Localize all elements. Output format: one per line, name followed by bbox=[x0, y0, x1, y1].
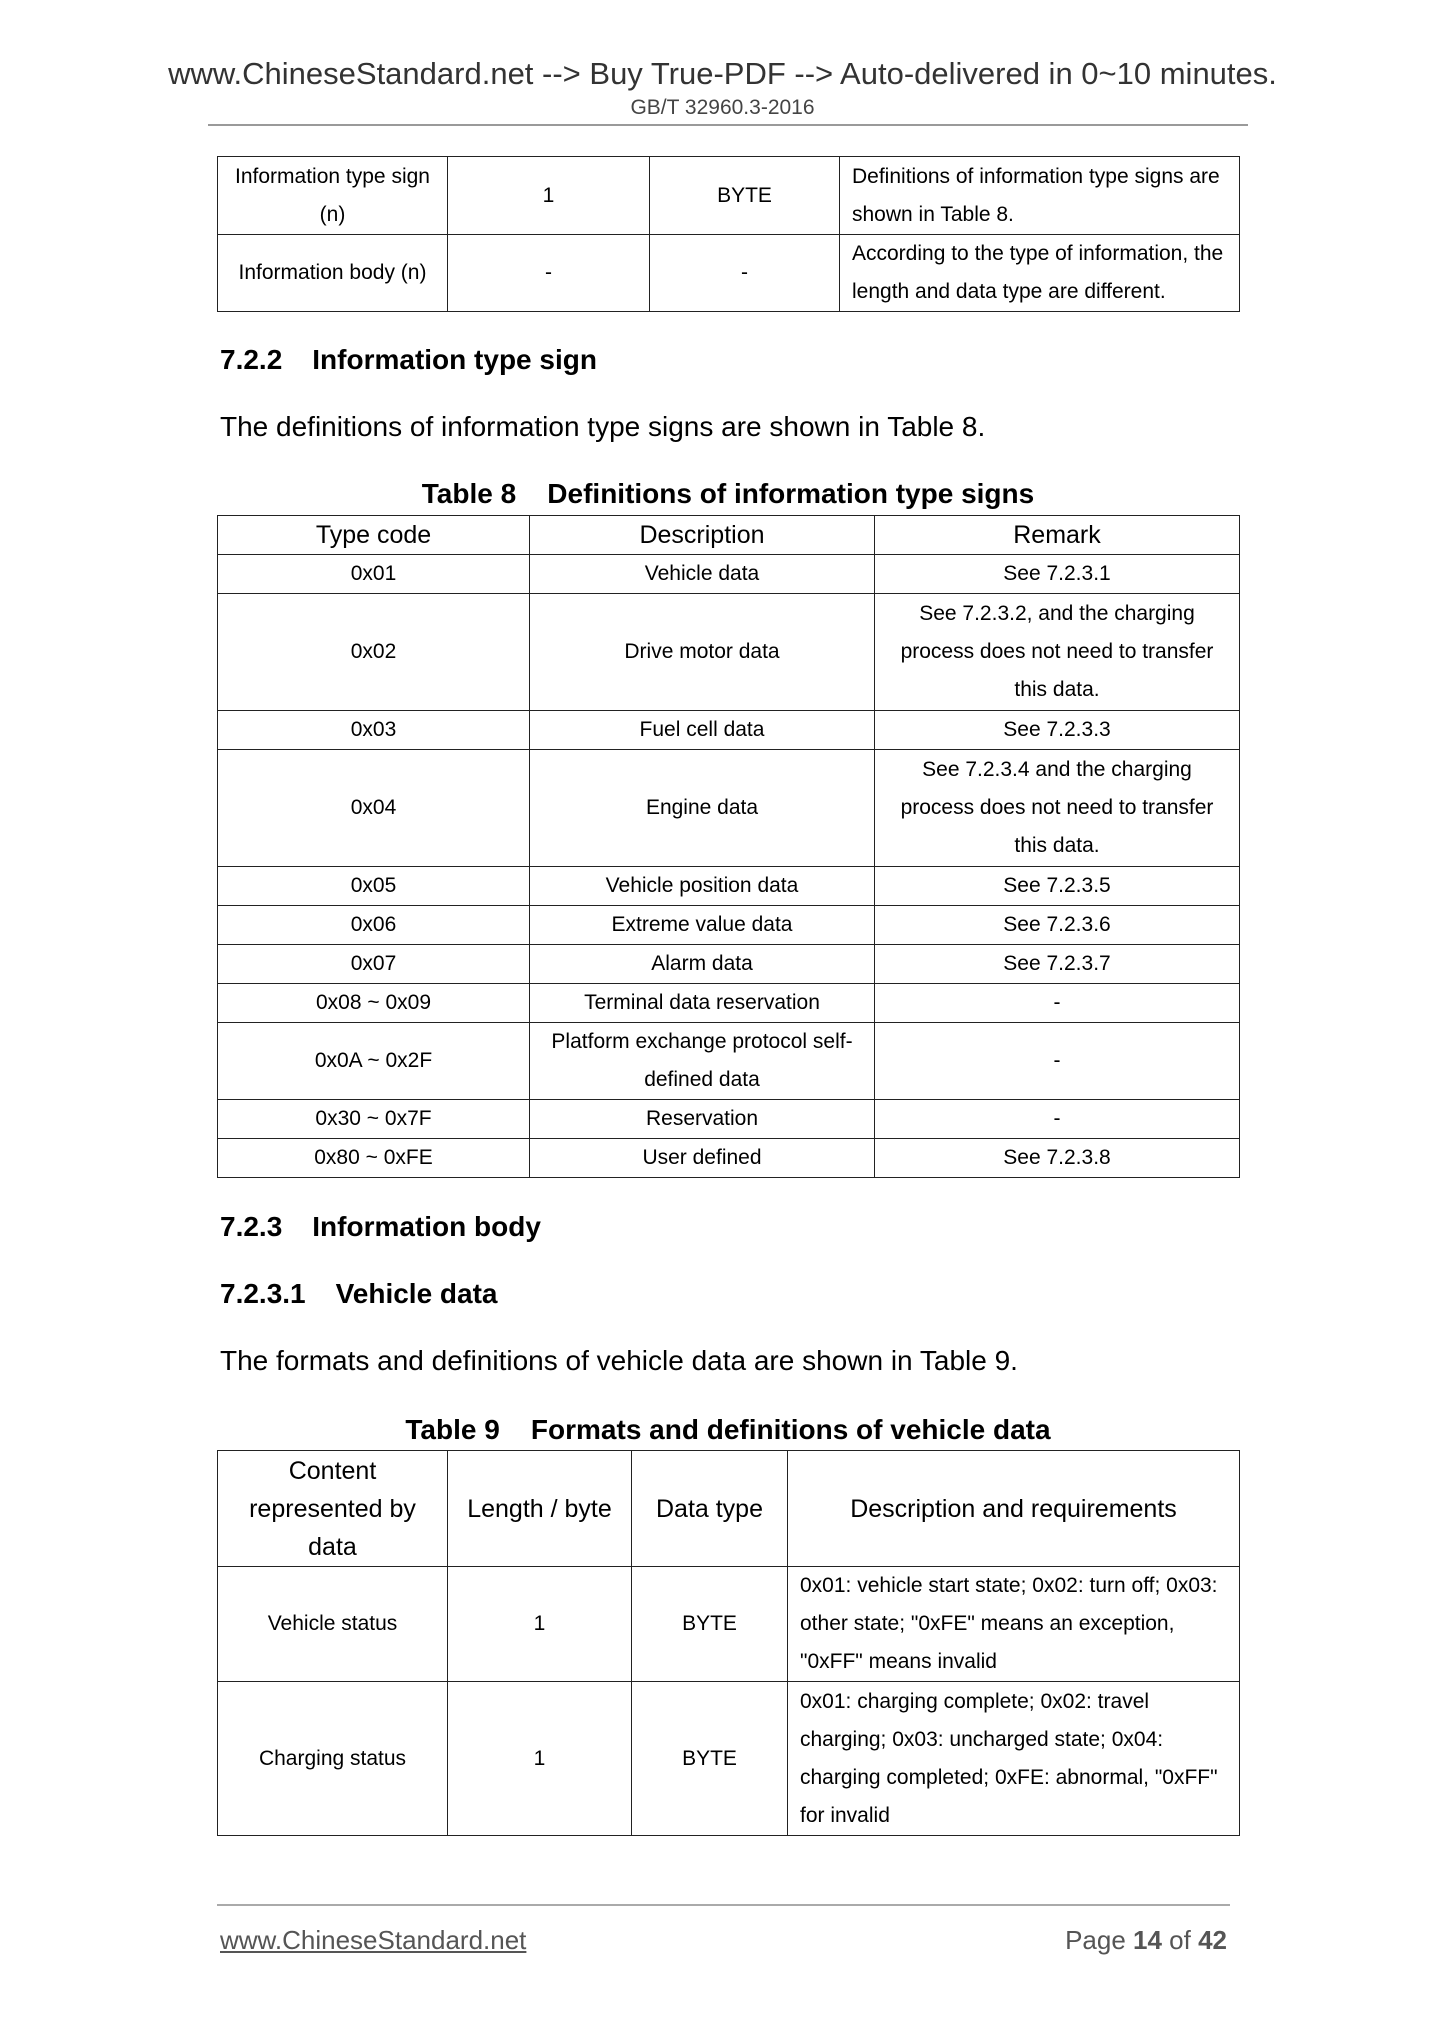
cell: Terminal data reservation bbox=[530, 984, 875, 1023]
cell: 1 bbox=[448, 1682, 632, 1836]
cell: BYTE bbox=[632, 1567, 788, 1682]
table9-caption: Table 9 Formats and definitions of vehicle data bbox=[405, 1414, 1051, 1445]
column-header: Data type bbox=[632, 1451, 788, 1567]
top-table bbox=[217, 156, 1240, 312]
section-number: 7.2.3 bbox=[220, 1211, 283, 1242]
table-row bbox=[218, 157, 1240, 235]
cell: 0x03 bbox=[218, 711, 530, 750]
cell: 0x01: vehicle start state; 0x02: turn off; 0x03: other state; "0xFE" means an exception, "0xFF" means invalid bbox=[788, 1567, 1240, 1682]
page-of: of bbox=[1161, 1925, 1199, 1955]
cell: - bbox=[875, 1023, 1240, 1100]
cell: 0x01 bbox=[218, 555, 530, 594]
table-row bbox=[218, 1100, 1240, 1139]
cell: See 7.2.3.2, and the charging process does not need to transfer this data. bbox=[875, 594, 1240, 711]
total-pages: 42 bbox=[1198, 1925, 1227, 1955]
page-number bbox=[1065, 1925, 1227, 1956]
cell: According to the type of information, the length and data type are different. bbox=[840, 235, 1240, 312]
cell: Charging status bbox=[218, 1682, 448, 1836]
column-header: Description bbox=[530, 516, 875, 555]
column-header: Content represented by data bbox=[218, 1451, 448, 1567]
cell: See 7.2.3.1 bbox=[875, 555, 1240, 594]
cell: Platform exchange protocol self-defined data bbox=[530, 1023, 875, 1100]
section-heading-7-2-3 bbox=[220, 1211, 541, 1243]
cell: 0x30 ~ 0x7F bbox=[218, 1100, 530, 1139]
cell: - bbox=[650, 235, 840, 312]
cell: Extreme value data bbox=[530, 906, 875, 945]
table-row bbox=[218, 984, 1240, 1023]
section-heading-7-2-3-1 bbox=[220, 1278, 498, 1310]
cell: See 7.2.3.7 bbox=[875, 945, 1240, 984]
section-number: 7.2.2 bbox=[220, 344, 283, 375]
table-row bbox=[218, 1139, 1240, 1178]
footer-link[interactable] bbox=[220, 1925, 526, 1956]
section-title: Information type sign bbox=[312, 344, 597, 375]
column-header: Description and requirements bbox=[788, 1451, 1240, 1567]
cell: Information body (n) bbox=[218, 235, 448, 312]
cell: 0x0A ~ 0x2F bbox=[218, 1023, 530, 1100]
cell: - bbox=[875, 984, 1240, 1023]
cell: Vehicle status bbox=[218, 1567, 448, 1682]
section-number: 7.2.3.1 bbox=[220, 1278, 306, 1309]
banner-text: www.ChineseStandard.net --> Buy True-PDF --> Auto-delivered in 0~10 minutes. bbox=[168, 56, 1277, 91]
section-heading-7-2-2 bbox=[220, 344, 597, 376]
section-title: Vehicle data bbox=[335, 1278, 498, 1309]
table9 bbox=[217, 1450, 1240, 1836]
table-header-row bbox=[218, 516, 1240, 555]
cell: See 7.2.3.3 bbox=[875, 711, 1240, 750]
cell: Reservation bbox=[530, 1100, 875, 1139]
paragraph: The definitions of information type signs are shown in Table 8. bbox=[220, 411, 986, 442]
cell: User defined bbox=[530, 1139, 875, 1178]
column-header: Length / byte bbox=[448, 1451, 632, 1567]
cell: Fuel cell data bbox=[530, 711, 875, 750]
table-header-row bbox=[218, 1451, 1240, 1567]
current-page: 14 bbox=[1133, 1925, 1162, 1955]
cell: 0x05 bbox=[218, 867, 530, 906]
cell: Drive motor data bbox=[530, 594, 875, 711]
table-row bbox=[218, 1567, 1240, 1682]
page-label: Page bbox=[1065, 1925, 1134, 1955]
cell: Engine data bbox=[530, 750, 875, 867]
table-row bbox=[218, 711, 1240, 750]
cell: 0x04 bbox=[218, 750, 530, 867]
table-row bbox=[218, 945, 1240, 984]
cell: 1 bbox=[448, 157, 650, 235]
cell: 0x02 bbox=[218, 594, 530, 711]
cell: Information type sign (n) bbox=[218, 157, 448, 235]
table-row bbox=[218, 555, 1240, 594]
footer-rule bbox=[217, 1904, 1230, 1906]
cell: Vehicle position data bbox=[530, 867, 875, 906]
cell: BYTE bbox=[650, 157, 840, 235]
header-rule bbox=[208, 124, 1248, 126]
cell: Definitions of information type signs are shown in Table 8. bbox=[840, 157, 1240, 235]
cell: Vehicle data bbox=[530, 555, 875, 594]
cell: - bbox=[875, 1100, 1240, 1139]
section-title: Information body bbox=[312, 1211, 541, 1242]
table-row bbox=[218, 906, 1240, 945]
cell: Alarm data bbox=[530, 945, 875, 984]
column-header: Type code bbox=[218, 516, 530, 555]
table-row bbox=[218, 594, 1240, 711]
column-header: Remark bbox=[875, 516, 1240, 555]
cell: See 7.2.3.6 bbox=[875, 906, 1240, 945]
cell: 0x06 bbox=[218, 906, 530, 945]
paragraph: The formats and definitions of vehicle data are shown in Table 9. bbox=[220, 1345, 1018, 1376]
table-row bbox=[218, 235, 1240, 312]
cell: 0x07 bbox=[218, 945, 530, 984]
cell: 0x80 ~ 0xFE bbox=[218, 1139, 530, 1178]
cell: See 7.2.3.4 and the charging process does not need to transfer this data. bbox=[875, 750, 1240, 867]
cell: See 7.2.3.5 bbox=[875, 867, 1240, 906]
table-row bbox=[218, 750, 1240, 867]
cell: 0x01: charging complete; 0x02: travel charging; 0x03: uncharged state; 0x04: charging completed; 0xFE: abnormal, "0xFF" for invalid bbox=[788, 1682, 1240, 1836]
cell: BYTE bbox=[632, 1682, 788, 1836]
cell: - bbox=[448, 235, 650, 312]
table8 bbox=[217, 515, 1240, 1178]
table8-caption: Table 8 Definitions of information type signs bbox=[421, 478, 1035, 509]
table-row bbox=[218, 1682, 1240, 1836]
document-code: GB/T 32960.3-2016 bbox=[630, 96, 815, 119]
cell: 1 bbox=[448, 1567, 632, 1682]
table-row bbox=[218, 867, 1240, 906]
table-row bbox=[218, 1023, 1240, 1100]
cell: 0x08 ~ 0x09 bbox=[218, 984, 530, 1023]
website-link[interactable]: www.ChineseStandard.net bbox=[220, 1925, 527, 1955]
cell: See 7.2.3.8 bbox=[875, 1139, 1240, 1178]
